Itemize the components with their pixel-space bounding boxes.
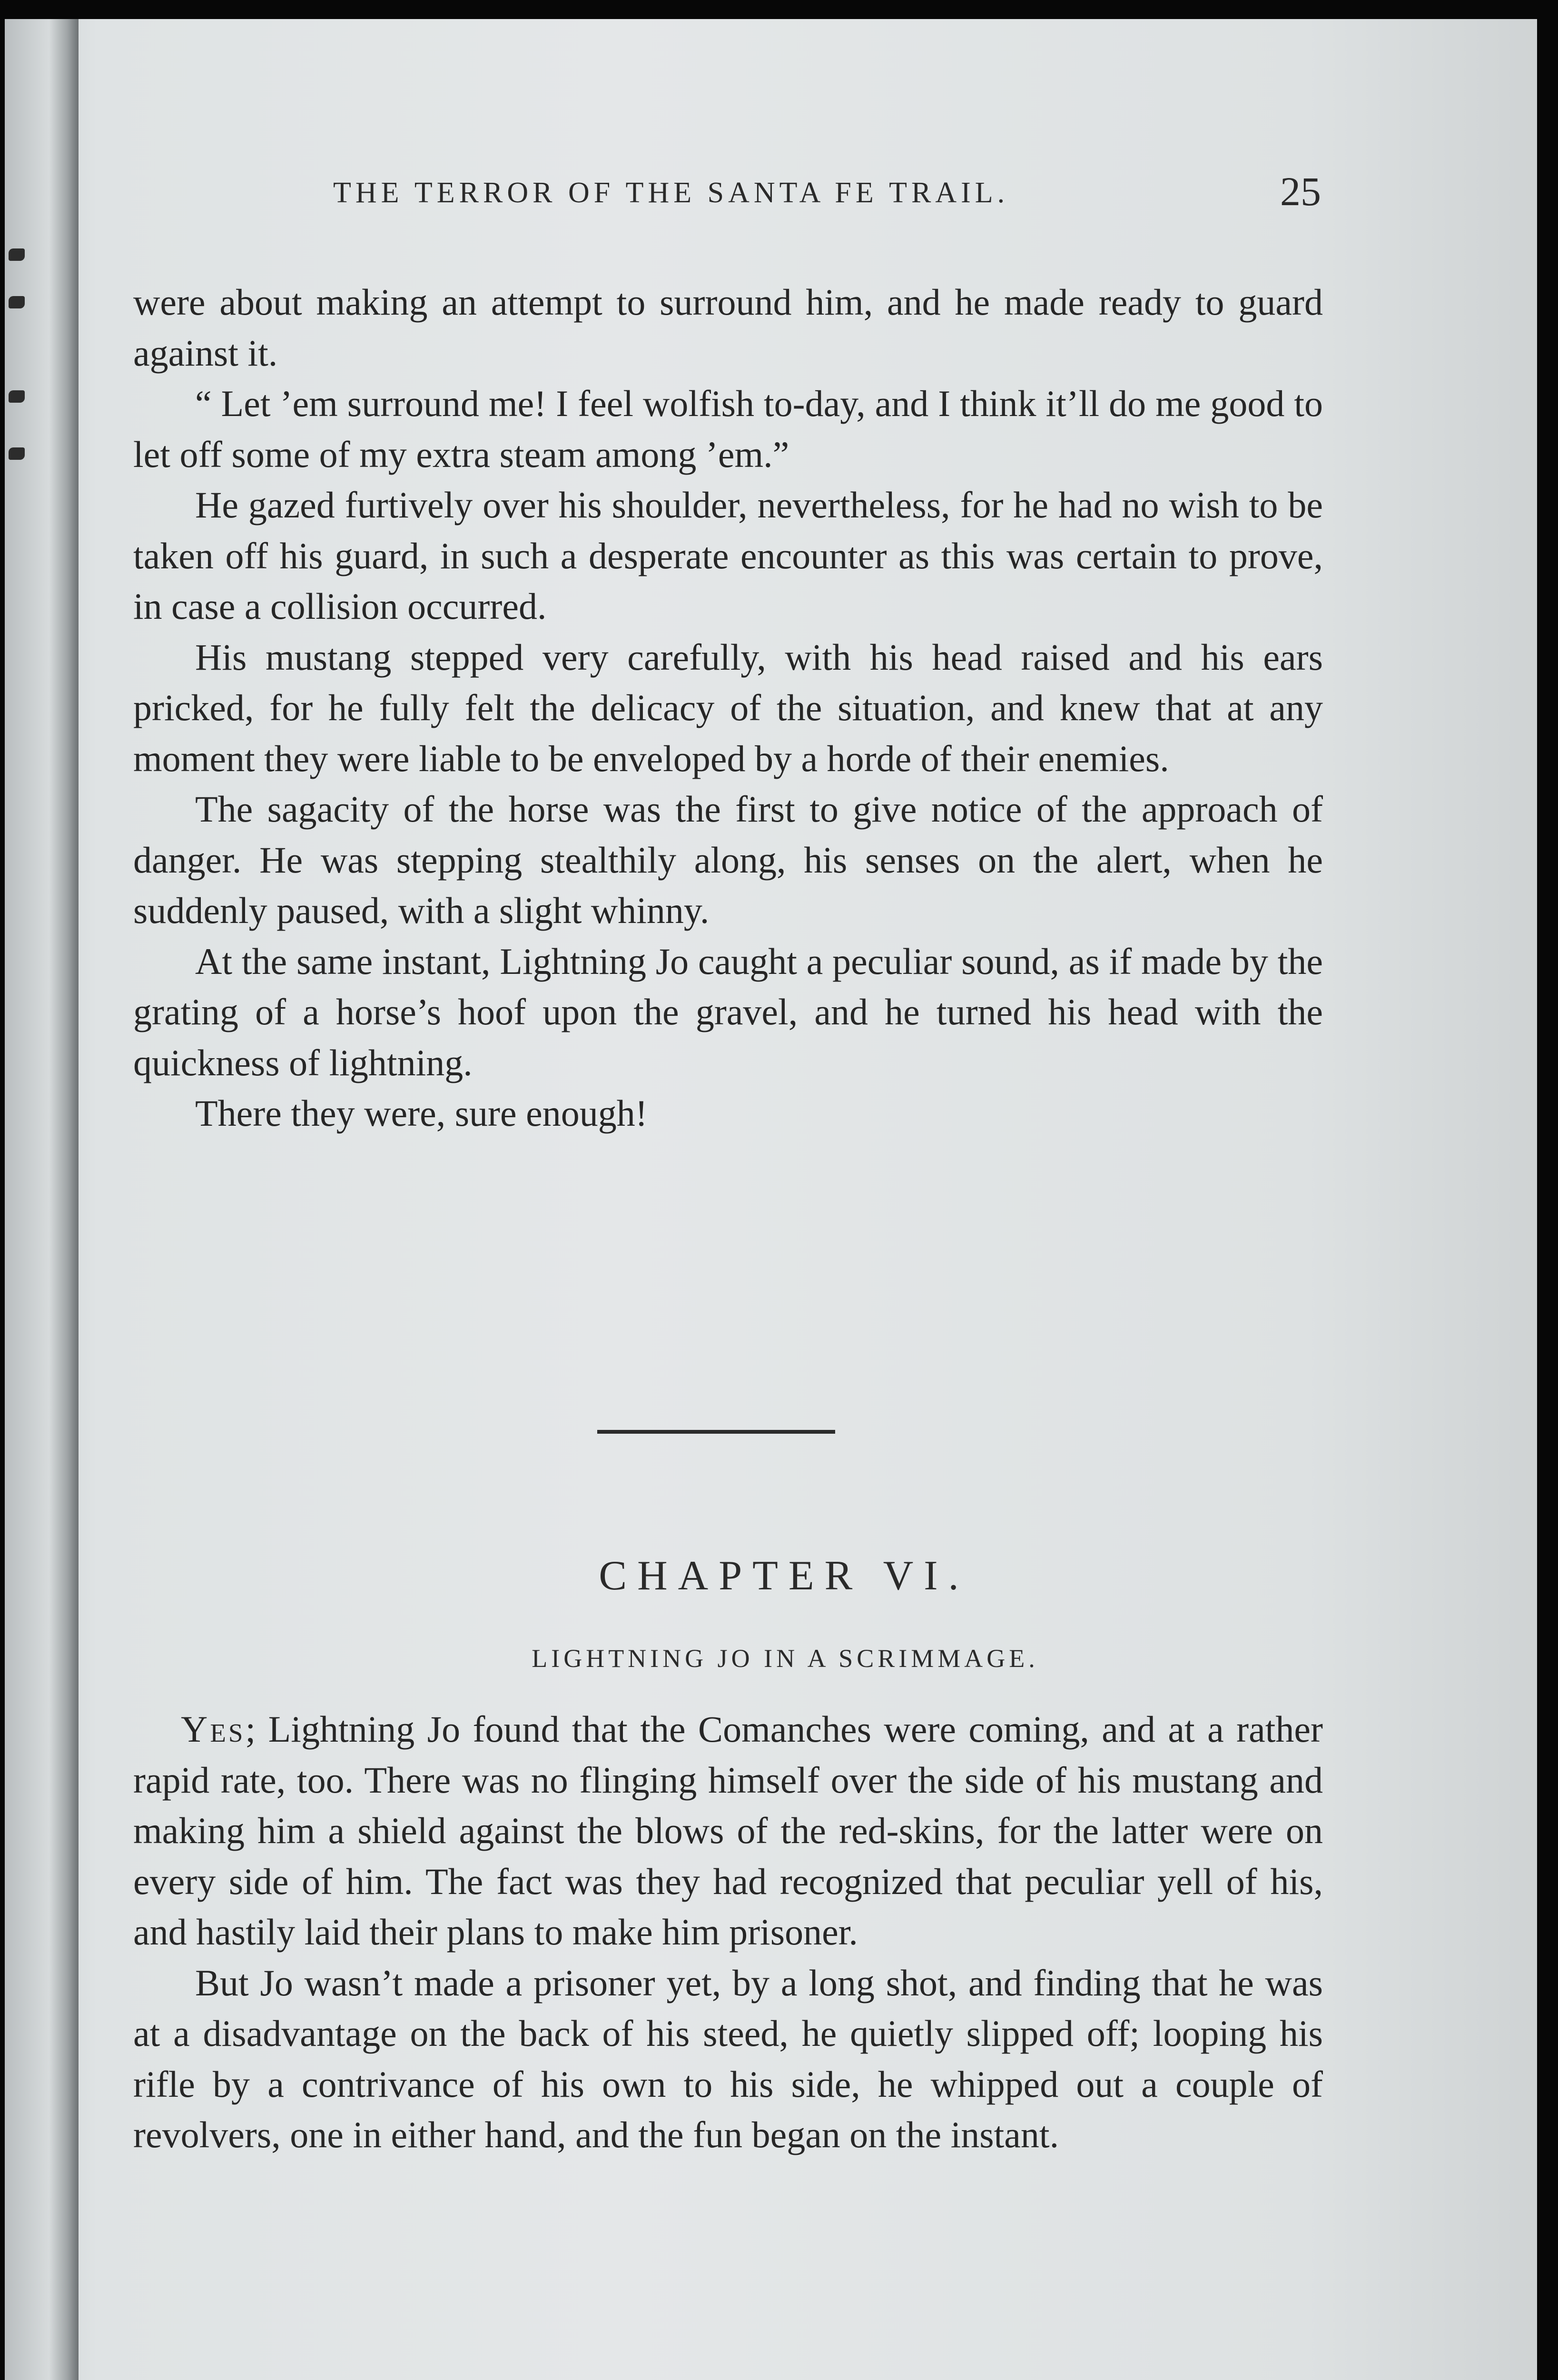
opposite-page-glyph bbox=[9, 296, 25, 308]
paragraph: The sagacity of the horse was the first to give notice of the approach of danger. He was stepping stealthily along, his senses on the alert, when he suddenly paused, with a slight whinny. bbox=[133, 788, 1323, 931]
paragraph-text: ; Lightning Jo found that the Comanches were coming, and at a rather rapid rate, too. There was no flinging himself over the side of his mustang and making him a shield against the blows of the red-skins, for the latter were on every side of him. The fact was they had recognized that peculiar yell of his, and hastily laid their plans to make him prisoner. bbox=[133, 1708, 1323, 1953]
paragraph-lead-word: Yes bbox=[181, 1708, 246, 1750]
body-text-upper bbox=[133, 277, 1323, 1139]
chapter-title: CHAPTER VI. bbox=[599, 1553, 969, 1599]
page-gutter bbox=[5, 19, 79, 2380]
paragraph: At the same instant, Lightning Jo caught a peculiar sound, as if made by the grating of a horse’s hoof upon the gravel, and he turned his head with the quickness of lightning. bbox=[133, 940, 1323, 1083]
paragraph: were about making an attempt to surround him, and he made ready to guard against it. bbox=[133, 281, 1323, 374]
opposite-page-glyph bbox=[9, 447, 25, 460]
page-number: 25 bbox=[1280, 169, 1321, 214]
paragraph: There they were, sure enough! bbox=[195, 1092, 648, 1134]
paragraph bbox=[133, 1704, 1323, 1958]
paragraph: He gazed furtively over his shoulder, nevertheless, for he had no wish to be taken off his guard, in such a desperate encounter as this was certain to prove, in case a collision occurred. bbox=[133, 484, 1323, 627]
paragraph: But Jo wasn’t made a prisoner yet, by a long shot, and finding that he was at a disadvantage on the back of his steed, he quietly slipped off; looping his rifle by a contrivance of his own to his side, he whipped out a couple of revolvers, one in either hand, and the fun began on the instant. bbox=[133, 1962, 1323, 2155]
body-text-lower bbox=[133, 1704, 1323, 2161]
paragraph: “ Let ’em surround me! I feel wolfish to-day, and I think it’ll do me good to let off some of my extra steam among ’em.” bbox=[133, 383, 1323, 475]
running-header: THE TERROR OF THE SANTA FE TRAIL. bbox=[333, 177, 1009, 209]
chapter-subtitle: LIGHTNING JO IN A SCRIMMAGE. bbox=[532, 1644, 1039, 1673]
opposite-page-glyph bbox=[9, 248, 25, 261]
section-divider bbox=[597, 1430, 835, 1434]
paragraph: His mustang stepped very carefully, with his head raised and his ears pricked, for he fully felt the delicacy of the situation, and knew that at any moment they were liable to be enveloped by a horde of their enemies. bbox=[133, 636, 1323, 779]
book-page bbox=[5, 19, 1537, 2380]
opposite-page-glyph bbox=[9, 390, 25, 403]
